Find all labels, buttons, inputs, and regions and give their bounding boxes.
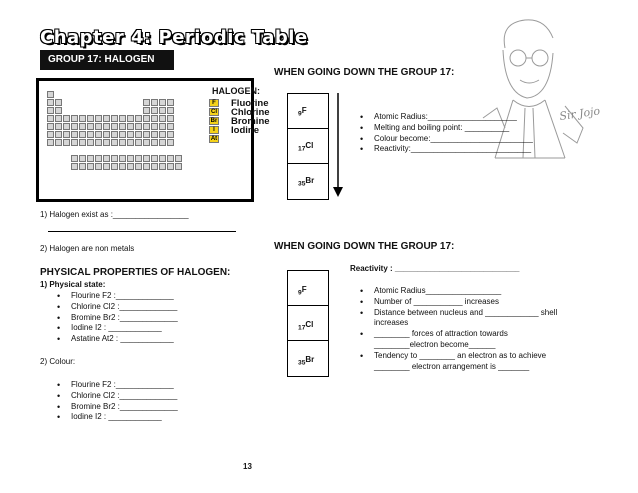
table-cell	[159, 115, 166, 122]
table-cell	[47, 107, 54, 114]
list-item: increases	[374, 318, 409, 328]
list-item: • Atomic Radius_________________	[360, 286, 557, 297]
element-cell-f: $_9$F	[288, 94, 328, 129]
table-cell	[55, 107, 62, 114]
halogen-cell: At	[210, 136, 218, 142]
list-item: • Number of ___________ increases	[360, 297, 557, 308]
halogen-name: Bromine	[231, 116, 270, 127]
table-cell	[79, 139, 86, 146]
table-cell	[143, 107, 150, 114]
table-cell	[175, 155, 182, 162]
table-cell	[151, 115, 158, 122]
element-column-2	[287, 270, 329, 377]
table-cell	[151, 131, 158, 138]
table-cell	[87, 163, 94, 170]
list-item: ________ electron arrangement is _______	[374, 361, 530, 371]
element-cell-f: $_9$F	[288, 271, 328, 306]
table-cell	[151, 99, 158, 106]
table-cell	[127, 123, 134, 130]
table-cell	[143, 115, 150, 122]
table-cell	[103, 115, 110, 122]
table-cell	[47, 115, 54, 122]
list-item: • Melting and boiling point: __________	[360, 123, 533, 134]
table-cell	[87, 115, 94, 122]
table-cell	[167, 163, 174, 170]
table-cell	[111, 123, 118, 130]
table-cell	[119, 123, 126, 130]
list-item: • Iodine I2 : ____________	[57, 412, 178, 423]
table-cell	[111, 163, 118, 170]
table-cell	[175, 163, 182, 170]
section2-list	[360, 286, 557, 372]
list-item: • Reactivity:___________________________	[360, 144, 533, 155]
table-cell	[167, 115, 174, 122]
element-cell-br: $_{35}$Br	[298, 176, 315, 188]
list-item: ________electron become______	[374, 339, 496, 349]
table-cell	[159, 155, 166, 162]
halogen-name: Chlorine	[231, 107, 270, 118]
table-cell	[151, 155, 158, 162]
table-cell	[167, 99, 174, 106]
table-cell	[63, 123, 70, 130]
table-cell	[119, 139, 126, 146]
table-cell	[119, 155, 126, 162]
table-cell	[167, 139, 174, 146]
table-cell	[79, 155, 86, 162]
table-cell	[55, 115, 62, 122]
table-cell	[111, 131, 118, 138]
table-cell	[143, 123, 150, 130]
section1-list	[360, 112, 533, 155]
down-arrow-icon	[332, 93, 344, 199]
table-cell	[79, 115, 86, 122]
halogen-heading: HALOGEN:	[212, 86, 260, 96]
table-cell	[127, 163, 134, 170]
list-item: • Iodine I2 : ____________	[57, 323, 178, 334]
table-cell	[167, 131, 174, 138]
colour-heading: 2) Colour:	[40, 357, 76, 366]
list-item: • Chlorine Cl2 :_____________	[57, 391, 178, 402]
table-cell	[79, 163, 86, 170]
table-cell	[127, 139, 134, 146]
table-cell	[111, 155, 118, 162]
table-cell	[95, 131, 102, 138]
group-banner: GROUP 17: HALOGEN	[40, 50, 174, 70]
table-cell	[55, 123, 62, 130]
question-1: 1) Halogen exist as :_________________	[40, 210, 189, 219]
table-cell	[119, 115, 126, 122]
table-cell	[47, 99, 54, 106]
table-cell	[71, 115, 78, 122]
table-cell	[159, 131, 166, 138]
table-cell	[87, 131, 94, 138]
element-cell-cl: $_{17}$Cl	[288, 129, 328, 164]
table-cell	[159, 107, 166, 114]
table-cell	[71, 155, 78, 162]
list-item: • Bromine Br2 :_____________	[57, 402, 178, 413]
list-item: • Flourine F2 :_____________	[57, 291, 178, 302]
list-item: • ________ forces of attraction towards	[360, 329, 557, 340]
halogen-name: Fluorine	[231, 98, 269, 109]
table-cell	[151, 107, 158, 114]
element-column-1	[287, 93, 329, 200]
table-cell	[95, 163, 102, 170]
table-cell	[151, 163, 158, 170]
table-cell	[143, 131, 150, 138]
table-cell	[103, 123, 110, 130]
element-cell-cl: $_{17}$Cl	[288, 306, 328, 341]
question-2: 2) Halogen are non metals	[40, 244, 135, 253]
list-item: • Tendency to ________ an electron as to achieve	[360, 351, 557, 362]
list-item: • Chlorine Cl2 :_____________	[57, 302, 178, 313]
physical-state-heading: 1) Physical state:	[40, 280, 106, 289]
table-cell	[135, 139, 142, 146]
table-cell	[71, 131, 78, 138]
table-cell	[87, 123, 94, 130]
table-cell	[159, 163, 166, 170]
table-cell	[167, 107, 174, 114]
table-cell	[167, 155, 174, 162]
table-cell	[103, 155, 110, 162]
table-cell	[63, 139, 70, 146]
table-cell	[47, 131, 54, 138]
table-cell	[47, 123, 54, 130]
table-cell	[71, 139, 78, 146]
table-cell	[87, 139, 94, 146]
halogen-cell: Br	[210, 118, 218, 124]
table-cell	[135, 155, 142, 162]
element-cell-br: $_{35}$Br	[298, 355, 315, 367]
table-cell	[135, 123, 142, 130]
halogen-cell: Cl	[211, 109, 217, 115]
table-cell	[95, 115, 102, 122]
page-number: 13	[243, 462, 252, 471]
table-cell	[63, 131, 70, 138]
list-item: • Distance between nucleus and ____________ shell	[360, 308, 557, 319]
table-cell	[111, 139, 118, 146]
table-cell	[135, 163, 142, 170]
table-cell	[151, 123, 158, 130]
table-cell	[167, 123, 174, 130]
list-item: • Bromine Br2 :_____________	[57, 313, 178, 324]
table-cell	[71, 163, 78, 170]
table-cell	[111, 115, 118, 122]
section1-heading: WHEN GOING DOWN THE GROUP 17:	[274, 67, 455, 78]
table-cell	[143, 99, 150, 106]
table-cell	[55, 139, 62, 146]
halogen-cell: I	[209, 126, 219, 134]
physical-properties-heading: PHYSICAL PROPERTIES OF HALOGEN:	[40, 267, 231, 278]
table-cell	[79, 123, 86, 130]
physical-state-list	[57, 291, 178, 345]
table-cell	[87, 155, 94, 162]
table-cell	[103, 131, 110, 138]
periodic-table-box	[36, 78, 270, 202]
list-item: • Colour become:_______________________	[360, 134, 533, 145]
list-item: • Atomic Radius:____________________	[360, 112, 533, 123]
table-cell	[103, 163, 110, 170]
table-cell	[159, 99, 166, 106]
table-cell	[71, 123, 78, 130]
svg-text:Sir Jojo: Sir Jojo	[558, 104, 601, 123]
chapter-title: Chapter 4: Periodic Table	[40, 27, 308, 48]
halogen-name: Iodine	[231, 125, 259, 136]
table-cell	[103, 139, 110, 146]
halogen-cell: F	[209, 99, 219, 107]
table-cell	[95, 155, 102, 162]
table-cell	[127, 131, 134, 138]
answer-line	[48, 231, 236, 232]
table-cell	[95, 139, 102, 146]
table-cell	[135, 131, 142, 138]
reactivity-line: Reactivity : ____________________________	[350, 264, 520, 273]
table-cell	[143, 155, 150, 162]
table-cell	[135, 115, 142, 122]
list-item: • Astatine At2 : ____________	[57, 334, 178, 345]
table-cell	[47, 139, 54, 146]
table-cell	[119, 163, 126, 170]
table-cell	[151, 139, 158, 146]
table-cell	[55, 99, 62, 106]
table-cell	[95, 123, 102, 130]
table-cell	[79, 131, 86, 138]
table-cell	[119, 131, 126, 138]
table-cell	[47, 91, 54, 98]
colour-list	[57, 380, 178, 423]
table-cell	[159, 123, 166, 130]
table-cell	[127, 115, 134, 122]
table-cell	[63, 115, 70, 122]
section2-heading: WHEN GOING DOWN THE GROUP 17:	[274, 241, 455, 252]
table-cell	[159, 139, 166, 146]
list-item: • Flourine F2 :_____________	[57, 380, 178, 391]
table-cell	[55, 131, 62, 138]
table-cell	[143, 139, 150, 146]
table-cell	[143, 163, 150, 170]
table-cell	[127, 155, 134, 162]
